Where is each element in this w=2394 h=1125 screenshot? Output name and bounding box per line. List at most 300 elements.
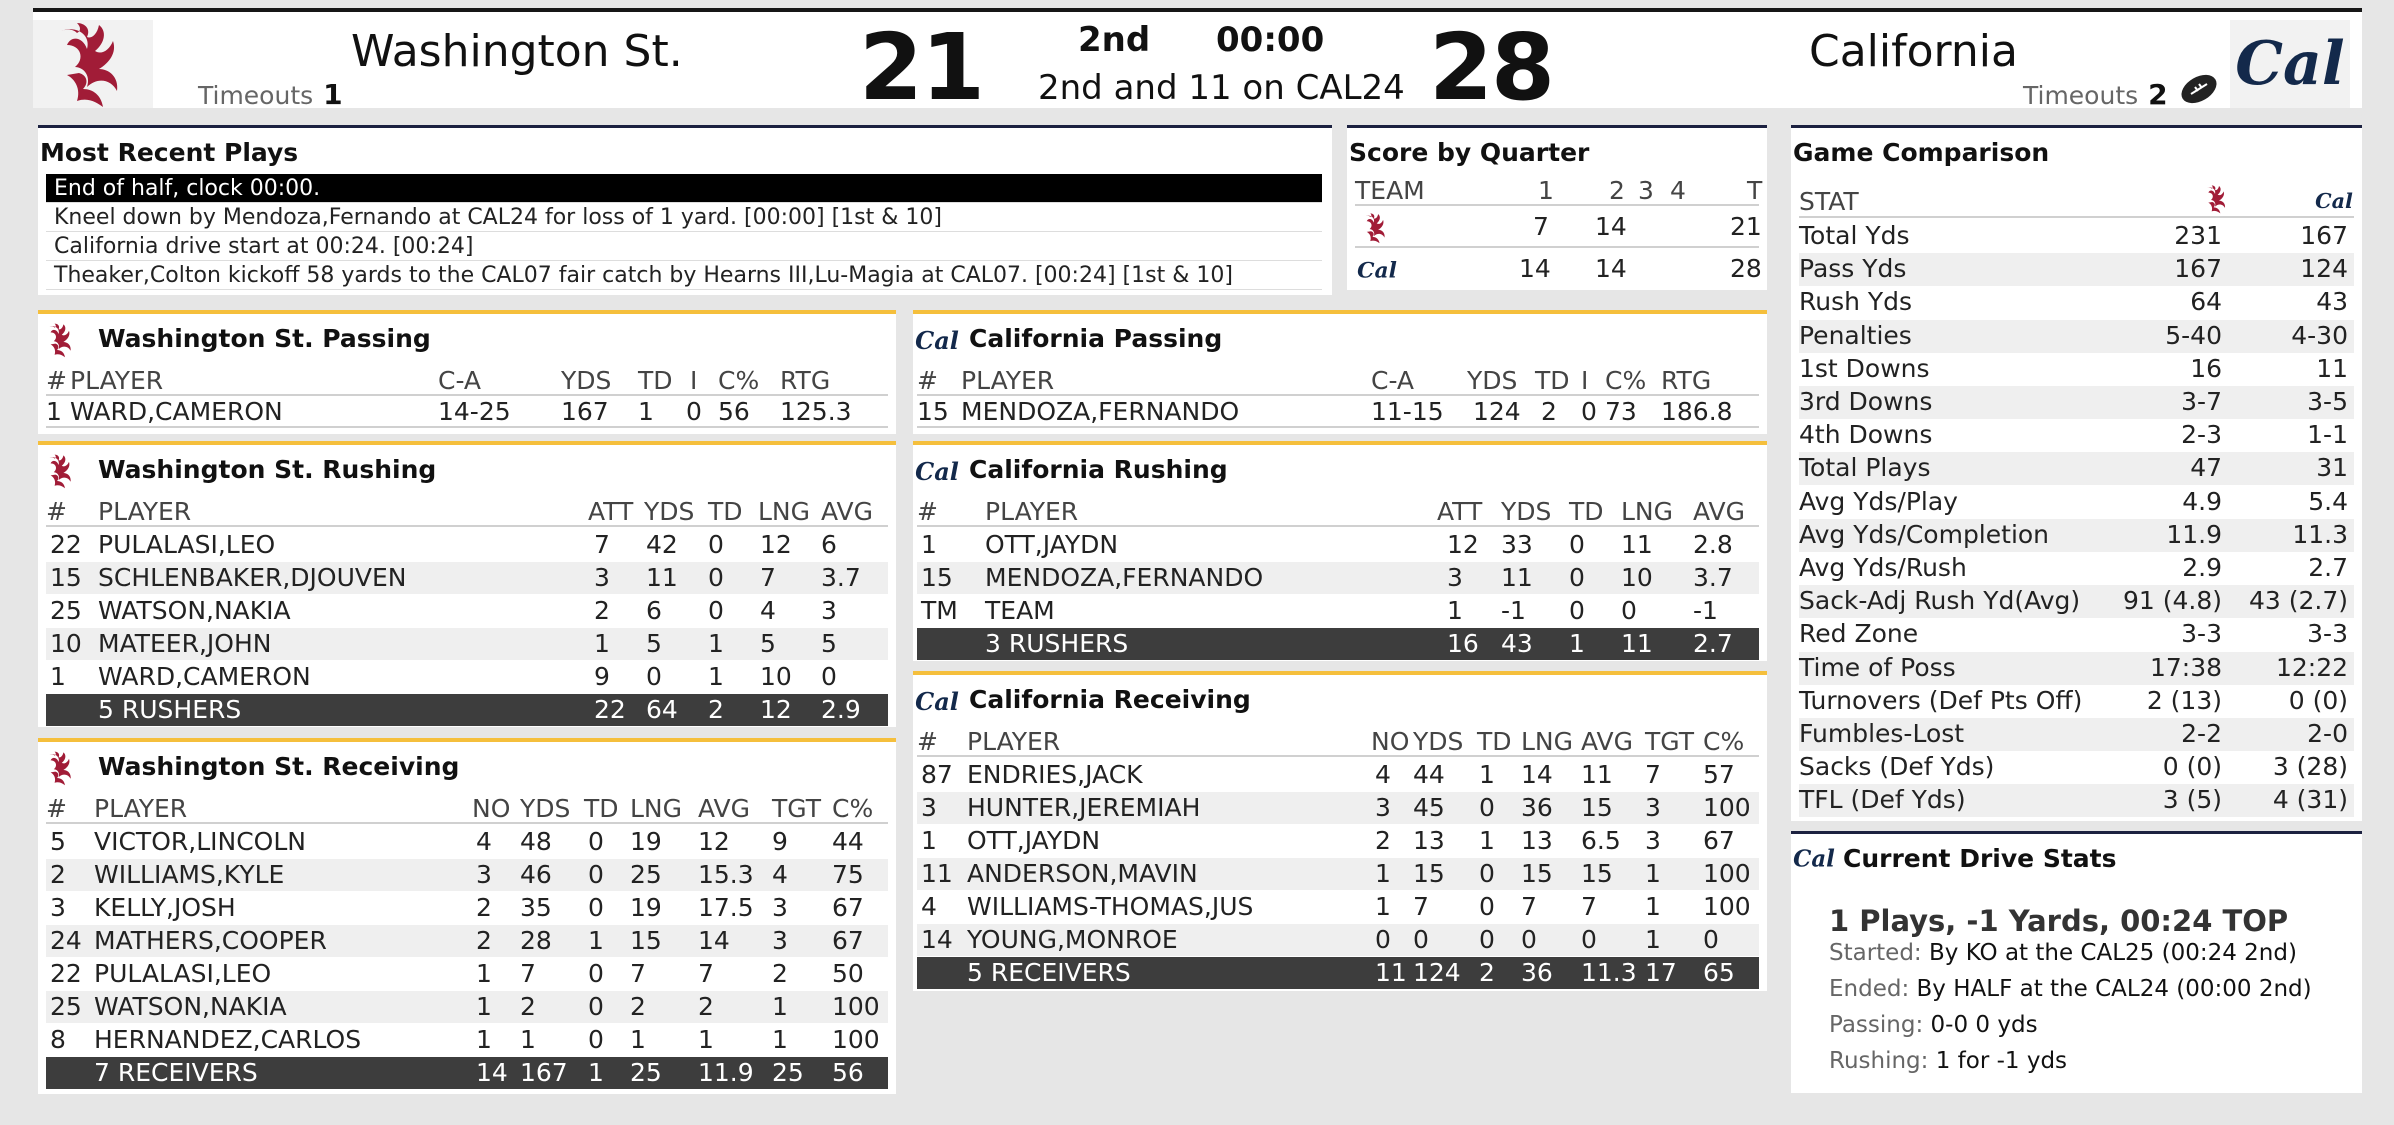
drive-started-label: Started: (1829, 940, 1922, 966)
cell-number: 24 (50, 926, 82, 955)
col-td: TD (1569, 497, 1604, 526)
cell-player[interactable]: MENDOZA,FERNANDO (985, 563, 1264, 592)
wsu-logo-icon (42, 453, 80, 489)
cell-td: 0 (588, 992, 604, 1021)
score-by-quarter-title: Score by Quarter (1349, 138, 1590, 167)
table-row (46, 529, 888, 561)
cell-tgt: 1 (772, 992, 788, 1021)
cell-lng: 25 (630, 1058, 662, 1087)
play-item[interactable]: End of half, clock 00:00. (46, 174, 1322, 203)
recent-plays-list (46, 174, 1322, 290)
cal-passing-panel (913, 310, 1767, 434)
cell-yds: 15 (1413, 859, 1445, 888)
cell-att: 22 (594, 695, 626, 724)
cell-number: 1 (921, 530, 937, 559)
score-by-quarter-header (1355, 176, 1763, 206)
away-timeouts-label: Timeouts (198, 81, 314, 110)
drive-started-value: By KO at the CAL25 (00:24 2nd) (1929, 940, 2297, 966)
cell-att: 16 (1447, 629, 1479, 658)
cell-player[interactable]: MATHERS,COOPER (94, 926, 327, 955)
cell-yds: 44 (1413, 760, 1445, 789)
wsu-logo-icon (42, 322, 80, 358)
cell-tgt: 3 (772, 893, 788, 922)
play-item[interactable]: Theaker,Colton kickoff 58 yards to the CAL07 fair catch by Hearns III,Lu-Magia at CAL07. [00:24] [1st & 10] (46, 261, 1322, 290)
cell-player[interactable]: ANDERSON,MAVIN (967, 859, 1198, 888)
cell-player[interactable]: WILLIAMS-THOMAS,JUS (967, 892, 1254, 921)
cell-number: 11 (921, 859, 953, 888)
header-q2: 2 (1609, 176, 1625, 205)
cell-number: 87 (921, 760, 953, 789)
cell-td: 1 (588, 1058, 604, 1087)
cal-receiving-panel (913, 671, 1767, 991)
cell-stat: TFL (Def Yds) (1799, 785, 1966, 815)
col-pct: C% (1605, 366, 1647, 395)
table-row (917, 825, 1759, 857)
cell-pct: 67 (832, 926, 864, 955)
cell-home-value: 11 (2316, 353, 2348, 383)
col-yds: YDS (520, 794, 571, 823)
table-row (46, 562, 888, 594)
away-timeouts-count: 1 (323, 78, 343, 111)
cell-player: 7 RECEIVERS (94, 1058, 258, 1087)
current-drive-panel (1791, 831, 2362, 1093)
table-total-row (46, 694, 888, 726)
table-header (917, 497, 1759, 527)
away-timeouts (198, 78, 343, 111)
cell-yds: 124 (1473, 397, 1521, 426)
cell-yds: 167 (520, 1058, 568, 1087)
cell-player[interactable]: PULALASI,LEO (94, 959, 272, 988)
cell-player[interactable]: WARD,CAMERON (70, 397, 283, 426)
cell-lng: 13 (1521, 826, 1553, 855)
cell-player[interactable]: KELLY,JOSH (94, 893, 236, 922)
table-row (917, 924, 1759, 956)
cell-yds: 5 (646, 629, 662, 658)
comparison-row (1799, 220, 2354, 253)
cell-number: 3 (921, 793, 937, 822)
col-ca: C-A (1371, 366, 1415, 395)
cell-td: 2 (708, 695, 724, 724)
cell-player[interactable]: HUNTER,JEREMIAH (967, 793, 1201, 822)
col-player: PLAYER (961, 366, 1055, 395)
cell-td: 0 (588, 827, 604, 856)
table-row (46, 396, 888, 428)
cell-yds: 6 (646, 596, 662, 625)
cal-rushing-panel (913, 441, 1767, 661)
cell-yds: 7 (1413, 892, 1429, 921)
table-row (917, 891, 1759, 923)
cell-player[interactable]: OTT,JAYDN (967, 826, 1101, 855)
col-stat: STAT (1799, 187, 1859, 216)
cell-int: 0 (686, 397, 702, 426)
cell-stat: Avg Yds/Rush (1799, 553, 1967, 582)
table-row (917, 595, 1759, 627)
col-player: PLAYER (94, 794, 188, 823)
cell-avg: 5 (821, 629, 837, 658)
col-td: TD (584, 794, 619, 823)
cell-att: 1 (594, 629, 610, 658)
cell-number: 4 (921, 892, 937, 921)
comparison-row (1799, 718, 2354, 751)
cell-player[interactable]: SCHLENBAKER,DJOUVEN (98, 563, 407, 592)
cell-lng: 11 (1621, 530, 1653, 559)
cell-away-value: 2-2 (2181, 719, 2222, 748)
cell-lng: 19 (630, 827, 662, 856)
cell-yds: 43 (1501, 629, 1533, 658)
drive-summary: 1 Plays, -1 Yards, 00:24 TOP (1829, 904, 2289, 938)
header-q3: 3 (1638, 176, 1654, 205)
cell-td: 0 (1479, 892, 1495, 921)
cell-lng: 7 (630, 959, 646, 988)
cell-pct: 56 (832, 1058, 864, 1087)
col-player: PLAYER (70, 366, 164, 395)
cell-td: 0 (708, 563, 724, 592)
table-header (46, 366, 888, 396)
table-row (917, 562, 1759, 594)
cell-avg: 15 (1581, 793, 1613, 822)
wsu-passing-panel (38, 310, 896, 434)
comparison-row (1799, 452, 2354, 485)
cell-home-value: 5.4 (2308, 486, 2348, 516)
wsu-rushing-title: Washington St. Rushing (98, 455, 437, 484)
cell-td: 0 (588, 1025, 604, 1054)
col-lng: LNG (1521, 727, 1574, 756)
cell-number: 15 (50, 563, 82, 592)
cell-tgt: 3 (772, 926, 788, 955)
cell-yds: 7 (520, 959, 536, 988)
col-yds: YDS (1501, 497, 1552, 526)
cell-tgt: 2 (772, 959, 788, 988)
cell-lng: 1 (630, 1025, 646, 1054)
cell-pct: 100 (1703, 793, 1751, 822)
table-row (46, 661, 888, 693)
scoreboard (33, 8, 2362, 121)
col-td: TD (638, 366, 673, 395)
cell-home-value: 31 (2316, 453, 2348, 483)
cell-lng: 2 (630, 992, 646, 1021)
cell-yds: 11 (646, 563, 678, 592)
cell-home-value: 3 (28) (2272, 752, 2348, 782)
cell-away-value: 0 (0) (2162, 752, 2222, 782)
cell-lng: 36 (1521, 793, 1553, 822)
cell-rtg: 125.3 (780, 397, 852, 426)
cell-td: 2 (1479, 958, 1495, 987)
cell-player[interactable]: VICTOR,LINCOLN (94, 827, 306, 856)
cell-pct: 73 (1605, 397, 1637, 426)
cell-home-value: 3-5 (2307, 387, 2348, 416)
cell-player[interactable]: WATSON,NAKIA (98, 596, 291, 625)
away-score: 21 (859, 14, 984, 121)
comparison-row (1799, 784, 2354, 817)
cell-number: 22 (50, 530, 82, 559)
cell-tgt: 7 (1645, 760, 1661, 789)
table-row (917, 396, 1759, 428)
cell-pct: 44 (832, 827, 864, 856)
cell-lng: 25 (630, 860, 662, 889)
cell-td: 0 (1569, 530, 1585, 559)
svg-text:Cal: Cal (915, 687, 959, 716)
cell-stat: Rush Yds (1799, 287, 1913, 317)
col-yds: YDS (644, 497, 695, 526)
cell-td: 0 (588, 959, 604, 988)
cal-logo-icon (915, 457, 959, 487)
cell-td: 1 (708, 662, 724, 691)
score-by-quarter-panel (1347, 125, 1767, 290)
cell-player[interactable]: WARD,CAMERON (98, 662, 311, 691)
cell-yds: 64 (646, 695, 678, 724)
cell-pct: 67 (1703, 826, 1735, 855)
cell-pct: 65 (1703, 958, 1735, 987)
table-row (46, 991, 888, 1023)
cell-td: 1 (1479, 760, 1495, 789)
wsu-logo-icon (2201, 184, 2233, 214)
game-clock: 00:00 (1216, 20, 1325, 60)
table-row (917, 529, 1759, 561)
cell-yds: 0 (646, 662, 662, 691)
cell-tgt: 1 (772, 1025, 788, 1054)
col-td: TD (1477, 727, 1512, 756)
cell-number: 1 (46, 397, 62, 426)
col-att: ATT (588, 497, 634, 526)
cell-lng: 7 (760, 563, 776, 592)
cell-yds: 167 (561, 397, 609, 426)
col-int: I (1581, 366, 1589, 395)
play-item[interactable]: California drive start at 00:24. [00:24] (46, 232, 1322, 261)
col-rtg: RTG (1661, 366, 1712, 395)
cell-home-value: 4-30 (2291, 320, 2348, 350)
cell-stat: 1st Downs (1799, 353, 1930, 383)
cell-avg: 2.7 (1693, 629, 1733, 658)
cell-att: 2 (594, 596, 610, 625)
comparison-row (1799, 519, 2354, 552)
col-rtg: RTG (780, 366, 831, 395)
cell-player[interactable]: HERNANDEZ,CARLOS (94, 1025, 362, 1054)
home-team-name: California (1809, 26, 2018, 77)
cal-logo-icon (1793, 844, 1835, 874)
cell-no: 1 (1375, 892, 1391, 921)
cell-number: 5 (50, 827, 66, 856)
drive-passing (1829, 1012, 2038, 1038)
drive-ended-label: Ended: (1829, 976, 1910, 1002)
cell-td: 1 (708, 629, 724, 658)
cell-no: 3 (1375, 793, 1391, 822)
away-q1: 7 (1533, 212, 1549, 241)
cell-number: 15 (917, 397, 949, 426)
cell-away-value: 231 (2174, 221, 2222, 250)
cal-logo-icon (915, 687, 959, 717)
cell-avg: 12 (698, 827, 730, 856)
cell-lng: 4 (760, 596, 776, 625)
comparison-row (1799, 419, 2354, 452)
cell-lng: 7 (1521, 892, 1537, 921)
cell-player[interactable]: WATSON,NAKIA (94, 992, 287, 1021)
cell-att: 12 (1447, 530, 1479, 559)
cell-number: 15 (921, 563, 953, 592)
cell-no: 3 (476, 860, 492, 889)
cell-stat: Penalties (1799, 320, 1912, 350)
table-header (46, 794, 888, 824)
col-pct: C% (832, 794, 874, 823)
cell-player[interactable]: TEAM (985, 596, 1055, 625)
cell-yds: 13 (1413, 826, 1445, 855)
header-total: T (1747, 176, 1763, 205)
col-number: # (46, 794, 67, 823)
cell-tgt: 17 (1645, 958, 1677, 987)
cell-avg: -1 (1693, 596, 1718, 625)
comparison-row (1799, 486, 2354, 519)
cell-stat: Red Zone (1799, 619, 1919, 649)
table-header (917, 366, 1759, 396)
cell-home-value: 12:22 (2275, 652, 2348, 682)
cell-player[interactable]: MATEER,JOHN (98, 629, 272, 658)
cell-player[interactable]: WILLIAMS,KYLE (94, 860, 285, 889)
cell-pct: 50 (832, 959, 864, 988)
cell-td: 0 (708, 596, 724, 625)
table-total-row (46, 1057, 888, 1089)
cell-avg: 7 (1581, 892, 1597, 921)
cell-att: 7 (594, 530, 610, 559)
cell-lng: 0 (1521, 925, 1537, 954)
cell-away-value: 5-40 (2165, 320, 2222, 350)
col-pct: C% (718, 366, 760, 395)
comparison-row (1799, 618, 2354, 651)
cell-yds: -1 (1501, 596, 1526, 625)
cell-away-value: 47 (2190, 453, 2222, 483)
cell-number: TM (921, 596, 958, 625)
cell-yds: 1 (520, 1025, 536, 1054)
col-player: PLAYER (967, 727, 1061, 756)
cell-player: 3 RUSHERS (985, 629, 1129, 658)
cell-td: 2 (1541, 397, 1557, 426)
cell-no: 1 (1375, 859, 1391, 888)
comparison-row (1799, 253, 2354, 286)
drive-rushing-label: Rushing: (1829, 1048, 1929, 1074)
cell-tgt: 3 (1645, 826, 1661, 855)
col-lng: LNG (1621, 497, 1674, 526)
drive-ended-value: By HALF at the CAL24 (00:00 2nd) (1916, 976, 2312, 1002)
cell-away-value: 3-7 (2181, 387, 2222, 416)
cell-pct: 57 (1703, 760, 1735, 789)
cell-pct: 100 (1703, 859, 1751, 888)
cell-stat: Turnovers (Def Pts Off) (1799, 685, 2083, 715)
cell-away-value: 3 (5) (2162, 785, 2222, 815)
cell-stat: 4th Downs (1799, 420, 1933, 450)
home-q1: 14 (1519, 254, 1551, 283)
svg-text:Cal: Cal (915, 457, 959, 486)
cell-away-value: 167 (2174, 254, 2222, 284)
score-row-home (1355, 248, 1762, 290)
table-total-row (917, 957, 1759, 989)
cell-number: 3 (50, 893, 66, 922)
comparison-row (1799, 751, 2354, 784)
comparison-row (1799, 652, 2354, 685)
table-row (46, 958, 888, 990)
svg-text:Cal: Cal (2235, 29, 2345, 99)
cell-home-value: 1-1 (2307, 420, 2348, 450)
comparison-row (1799, 585, 2354, 618)
cell-yds: 11 (1501, 563, 1533, 592)
cell-td: 0 (588, 893, 604, 922)
cell-yds: 46 (520, 860, 552, 889)
cell-tgt: 1 (1645, 859, 1661, 888)
cell-player[interactable]: YOUNG,MONROE (967, 925, 1178, 954)
col-number: # (46, 366, 67, 395)
cell-avg: 7 (698, 959, 714, 988)
cell-stat: Pass Yds (1799, 254, 1907, 284)
cell-player[interactable]: PULALASI,LEO (98, 530, 276, 559)
football-icon (2178, 72, 2220, 106)
cell-home-value: 124 (2300, 254, 2348, 284)
cell-pct: 67 (832, 893, 864, 922)
col-int: I (690, 366, 698, 395)
col-avg: AVG (1693, 497, 1745, 526)
cell-number: 14 (921, 925, 953, 954)
table-header (46, 497, 888, 527)
col-pct: C% (1703, 727, 1745, 756)
cell-lng: 5 (760, 629, 776, 658)
col-number: # (917, 497, 938, 526)
cell-player[interactable]: MENDOZA,FERNANDO (961, 397, 1240, 426)
cell-avg: 11.3 (1581, 958, 1637, 987)
col-avg: AVG (698, 794, 750, 823)
cell-yds: 33 (1501, 530, 1533, 559)
cell-pct: 0 (1703, 925, 1719, 954)
comparison-row (1799, 353, 2354, 386)
cell-player[interactable]: OTT,JAYDN (985, 530, 1119, 559)
home-q2: 14 (1595, 254, 1627, 283)
cell-player[interactable]: ENDRIES,JACK (967, 760, 1143, 789)
away-team-logo (33, 20, 153, 108)
cell-tgt: 1 (1645, 925, 1661, 954)
away-team-name: Washington St. (351, 26, 683, 77)
cell-stat: Total Yds (1799, 221, 1910, 250)
recent-plays-title: Most Recent Plays (40, 138, 299, 167)
svg-text:Cal: Cal (915, 326, 959, 355)
cal-logo-icon (1357, 256, 1397, 284)
cell-td: 1 (638, 397, 654, 426)
cell-number: 2 (50, 860, 66, 889)
cell-avg: 6.5 (1581, 826, 1621, 855)
cell-number: 10 (50, 629, 82, 658)
cal-passing-title: California Passing (969, 324, 1223, 353)
play-item[interactable]: Kneel down by Mendoza,Fernando at CAL24 for loss of 1 yard. [00:00] [1st & 10] (46, 203, 1322, 232)
wsu-passing-title: Washington St. Passing (98, 324, 431, 353)
cell-td: 1 (1479, 826, 1495, 855)
comparison-header (1799, 182, 2354, 218)
col-player: PLAYER (985, 497, 1079, 526)
comparison-row (1799, 320, 2354, 353)
cell-away-value: 91 (4.8) (2122, 586, 2222, 616)
col-lng: LNG (758, 497, 811, 526)
cell-tgt: 25 (772, 1058, 804, 1087)
cal-rushing-title: California Rushing (969, 455, 1228, 484)
table-row (46, 628, 888, 660)
cell-yds: 2 (520, 992, 536, 1021)
cell-no: 2 (1375, 826, 1391, 855)
col-td: TD (708, 497, 743, 526)
comparison-row (1799, 286, 2354, 319)
cell-home-value: 11.3 (2292, 519, 2348, 549)
cal-logo-icon (2315, 188, 2353, 214)
cell-lng: 12 (760, 695, 792, 724)
cell-no: 4 (1375, 760, 1391, 789)
cal-receiving-title: California Receiving (969, 685, 1251, 714)
cell-yds: 0 (1413, 925, 1429, 954)
cell-home-value: 2-0 (2307, 719, 2348, 748)
cell-yds: 48 (520, 827, 552, 856)
table-row (46, 892, 888, 924)
home-score: 28 (1429, 14, 1554, 121)
